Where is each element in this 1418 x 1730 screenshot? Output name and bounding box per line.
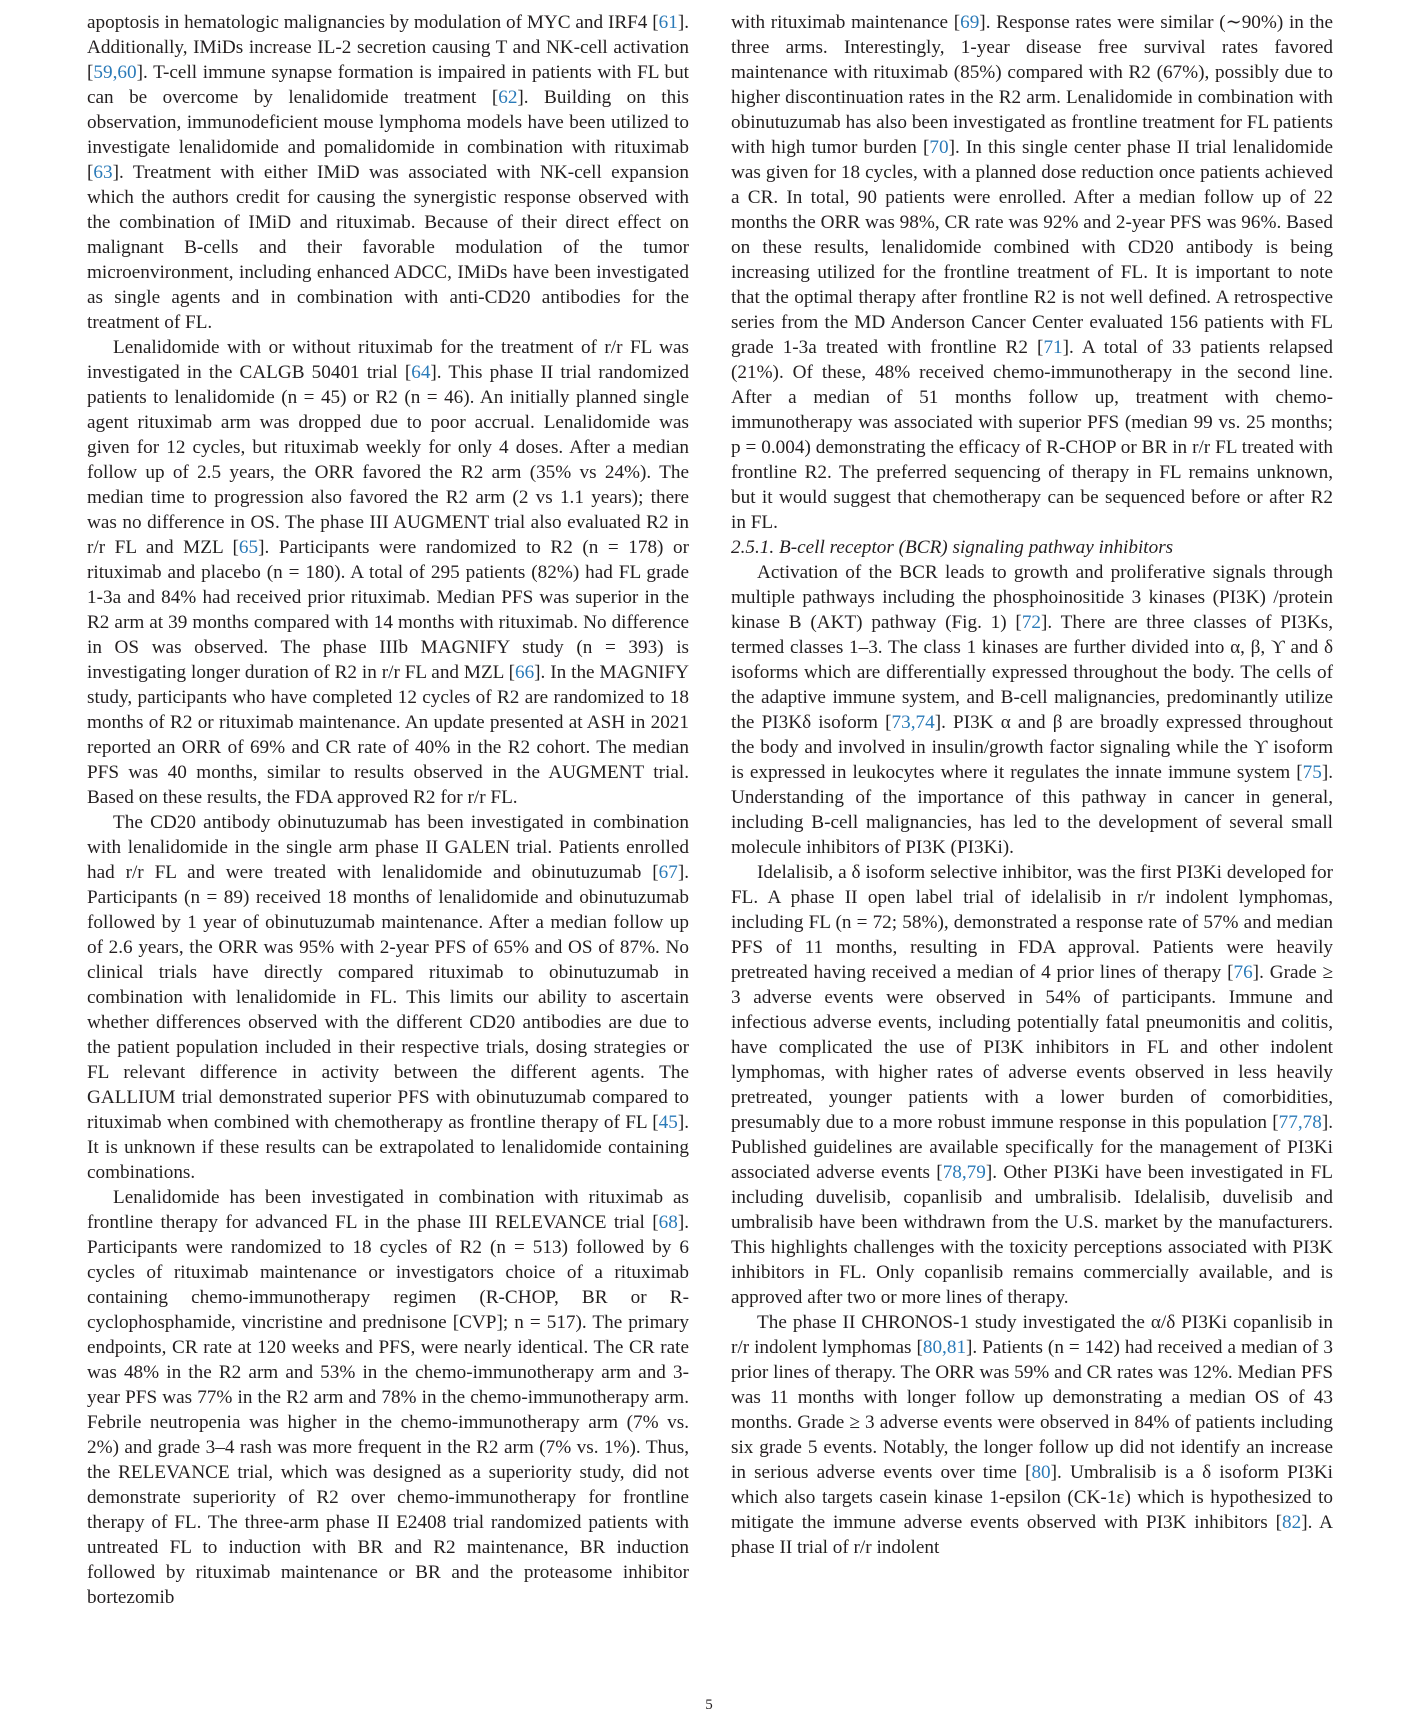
citation-link[interactable]: 62 [498, 87, 518, 108]
citation-link[interactable]: 64 [411, 362, 431, 383]
citation-link[interactable]: 69 [960, 12, 980, 33]
citation-link[interactable]: 80,81 [922, 1337, 967, 1358]
citation-link[interactable]: 82 [1282, 1512, 1302, 1533]
citation-link[interactable]: 71 [1043, 337, 1063, 358]
paragraph: The phase II CHRONOS-1 study investigated the α/δ PI3Ki copanlisib in r/r indolent lymphomas [80,81]. Patients (n = 142) had received a median of 3 prior lines of therapy. The ORR was 59% and CR rates was 12%. Median PFS was 11 months with longer follow up demonstrating a median OS of 43 months. Grade ≥ 3 adverse events were observed in 84% of patients including six grade 5 events. Notably, the longer follow up did not identify an increase in serious adverse events over time [80]. Umbralisib is a δ isoform PI3Ki which also targets casein kinase 1-epsilon (CK-1ε) which is hypothesized to mitigate the immune adverse events observed with PI3K inhibitors [82]. A phase II trial of r/r indolent [731, 1312, 1333, 1558]
paragraph: The CD20 antibody obinutuzumab has been investigated in combination with lenalidomide in the single arm phase II GALEN trial. Patients enrolled had r/r FL and were treated with lenalidomide and obinutuzumab [67]. Participants (n = 89) received 18 months of lenalidomide and obinutuzumab followed by 1 year of obinutuzumab maintenance. After a median follow up of 2.6 years, the ORR was 95% with 2-year PFS of 65% and OS of 87%. No clinical trials have directly compared rituximab to obinutuzumab in combination with lenalidomide in FL. This limits our ability to ascertain whether differences observed with the different CD20 antibodies are due to the patient population included in their respective trials, dosing strategies or FL relevant difference in activity between the different agents. The GALLIUM trial demonstrated superior PFS with obinutuzumab compared to rituximab when combined with chemotherapy as frontline therapy of FL [45]. It is unknown if these results can be extrapolated to lenalidomide containing combinations. [87, 812, 689, 1183]
citation-link[interactable]: 45 [658, 1112, 678, 1133]
paragraph: with rituximab maintenance [69]. Response rates were similar (∼90%) in the three arms. Interestingly, 1-year disease free survival rates favored maintenance with rituximab (85%) compared with R2 (67%), possibly due to higher discontinuation rates in the R2 arm. Lenalidomide in combination with obinutuzumab has also been investigated as frontline treatment for FL patients with high tumor burden [70]. In this single center phase II trial lenalidomide was given for 18 cycles, with a planned dose reduction once patients achieved a CR. In total, 90 patients were enrolled. After a median follow up of 22 months the ORR was 98%, CR rate was 92% and 2-year PFS was 96%. Based on these results, lenalidomide combined with CD20 antibody is being increasing utilized for the frontline treatment of FL. It is important to note that the optimal therapy after frontline R2 is not well defined. A retrospective series from the MD Anderson Cancer Center evaluated 156 patients with FL grade 1-3a treated with frontline R2 [71]. A total of 33 patients relapsed (21%). Of these, 48% received chemo-immunotherapy in the second line. After a median of 51 months follow up, treatment with chemo-immunotherapy was associated with superior PFS (median 99 vs. 25 months; p = 0.004) demonstrating the efficacy of R-CHOP or BR in r/r FL treated with frontline R2. The preferred sequencing of therapy in FL remains unknown, but it would suggest that chemotherapy can be sequenced before or after R2 in FL. [731, 12, 1333, 533]
citation-link[interactable]: 73,74 [891, 712, 935, 733]
citation-link[interactable]: 72 [1021, 612, 1041, 633]
citation-link[interactable]: 80 [1031, 1462, 1051, 1483]
left-column [87, 10, 689, 1610]
paragraph: apoptosis in hematologic malignancies by modulation of MYC and IRF4 [61]. Additionally, IMiDs increase IL-2 secretion causing T and NK-cell activation [59,60]. T-cell immune synapse formation is impaired in patients with FL but can be overcome by lenalidomide treatment [62]. Building on this observation, immunodeficient mouse lymphoma models have been utilized to investigate lenalidomide and pomalidomide in combination with rituximab [63]. Treatment with either IMiD was associated with NK-cell expansion which the authors credit for causing the synergistic response observed with the combination of IMiD and rituximab. Because of their direct effect on malignant B-cells and their favorable modulation of the tumor microenvironment, including enhanced ADCC, IMiDs have been investigated as single agents and in combination with anti-CD20 antibodies for the treatment of FL. [87, 12, 689, 333]
citation-link[interactable]: 76 [1233, 962, 1253, 983]
citation-link[interactable]: 67 [658, 862, 678, 883]
citation-link[interactable]: 65 [238, 537, 259, 558]
paragraph: Idelalisib, a δ isoform selective inhibitor, was the first PI3Ki developed for FL. A phase II open label trial of idelalisib in r/r indolent lymphomas, including FL (n = 72; 58%), demonstrated a response rate of 57% and median PFS of 11 months, resulting in FDA approval. Patients were heavily pretreated having received a median of 4 prior lines of therapy [76]. Grade ≥ 3 adverse events were observed in 54% of participants. Immune and infectious adverse events, including potentially fatal pneumonitis and colitis, have complicated the use of PI3K inhibitors in FL and other indolent lymphomas, with higher rates of adverse events observed in less heavily pretreated, younger patients with a lower burden of comorbidities, presumably due to a more robust immune response in this population [77,78]. Published guidelines are available specifically for the management of PI3Ki associated adverse events [78,79]. Other PI3Ki have been investigated in FL including duvelisib, copanlisib and umbralisib. Idelalisib, duvelisib and umbralisib have been withdrawn from the U.S. market by the manufacturers. This highlights challenges with the toxicity perceptions associated with PI3K inhibitors in FL. Only copanlisib remains commercially available, and is approved after two or more lines of therapy. [731, 862, 1334, 1308]
citation-link[interactable]: 63 [93, 162, 113, 183]
citation-link[interactable]: 78,79 [942, 1162, 986, 1183]
citation-link[interactable]: 68 [658, 1212, 678, 1233]
page-number: 5 [705, 1697, 713, 1713]
citation-link[interactable]: 61 [658, 12, 678, 33]
paragraph: Activation of the BCR leads to growth and proliferative signals through multiple pathways including the phosphoinositide 3 kinases (PI3K) /protein kinase B (AKT) pathway (Fig. 1) [72]. There are three classes of PI3Ks, termed classes 1–3. The class 1 kinases are further divided into α, β, ϒ and δ isoforms which are differentially expressed throughout the body. The cells of the adaptive immune system, and B-cell malignancies, predominantly utilize the PI3Kδ isoform [73,74]. PI3K α and β are broadly expressed throughout the body and involved in insulin/growth factor signaling while the ϒ isoform is expressed in leukocytes where it regulates the innate immune system [75]. Understanding of the importance of this pathway in cancer in general, including B-cell malignancies, has led to the development of several small molecule inhibitors of PI3K (PI3Ki). [731, 562, 1334, 858]
paragraph: Lenalidomide has been investigated in combination with rituximab as frontline therapy for advanced FL in the phase III RELEVANCE trial [68]. Participants were randomized to 18 cycles of R2 (n = 513) followed by 6 cycles of rituximab maintenance or investigators choice of a rituximab containing chemo-immunotherapy regimen (R-CHOP, BR or R- cyclophosphamide, vincristine and prednisone [CVP]; n = 517). The primary endpoints, CR rate at 120 weeks and PFS, were nearly identical. The CR rate was 48% in the R2 arm and 53% in the chemo-immunotherapy arm and 3-year PFS was 77% in the R2 arm and 78% in the chemo-immunotherapy arm. Febrile neutropenia was higher in the chemo-immunotherapy arm (7% vs. 2%) and grade 3–4 rash was more frequent in the R2 arm (7% vs. 1%). Thus, the RELEVANCE trial, which was designed as a superiority study, did not demonstrate superiority of R2 over chemo-immunotherapy for frontline therapy of FL. The three-arm phase II E2408 trial randomized patients with untreated FL to induction with BR and R2 maintenance, BR induction followed by rituximab maintenance or BR and the proteasome inhibitor bortezomib [87, 1187, 689, 1608]
right-column [731, 10, 1333, 1560]
citation-link[interactable]: 59,60 [93, 62, 137, 83]
citation-link[interactable]: 77,78 [1278, 1112, 1322, 1133]
citation-link[interactable]: 70 [929, 137, 949, 158]
paragraph: Lenalidomide with or without rituximab for the treatment of r/r FL was investigated in the CALGB 50401 trial [64]. This phase II trial randomized patients to lenalidomide (n = 45) or R2 (n = 46). An initially planned single agent rituximab arm was dropped due to poor accrual. Lenalidomide was given for 12 cycles, but rituximab weekly for only 4 doses. After a median follow up of 2.5 years, the ORR favored the R2 arm (35% vs 24%). The median time to progression also favored the R2 arm (2 vs 1.1 years); there was no difference in OS. The phase III AUGMENT trial also evaluated R2 in r/r FL and MZL [65]. Participants were randomized to R2 (n = 178) or rituximab and placebo (n = 180). A total of 295 patients (82%) had FL grade 1-3a and 84% had received prior rituximab. Median PFS was superior in the R2 arm at 39 months compared with 14 months with rituximab. No difference in OS was observed. The phase IIIb MAGNIFY study (n = 393) is investigating longer duration of R2 in r/r FL and MZL [66]. In the MAGNIFY study, participants who have completed 12 cycles of R2 are randomized to 18 months of R2 or rituximab maintenance. An update presented at ASH in 2021 reported an ORR of 69% and CR rate of 40% in the R2 cohort. The median PFS was 40 months, similar to results observed in the AUGMENT trial. Based on these results, the FDA approved R2 for r/r FL. [87, 337, 689, 808]
section-heading: 2.5.1. B-cell receptor (BCR) signaling pathway inhibitors [731, 537, 1174, 558]
citation-link[interactable]: 75 [1302, 762, 1322, 783]
citation-link[interactable]: 66 [514, 662, 535, 683]
